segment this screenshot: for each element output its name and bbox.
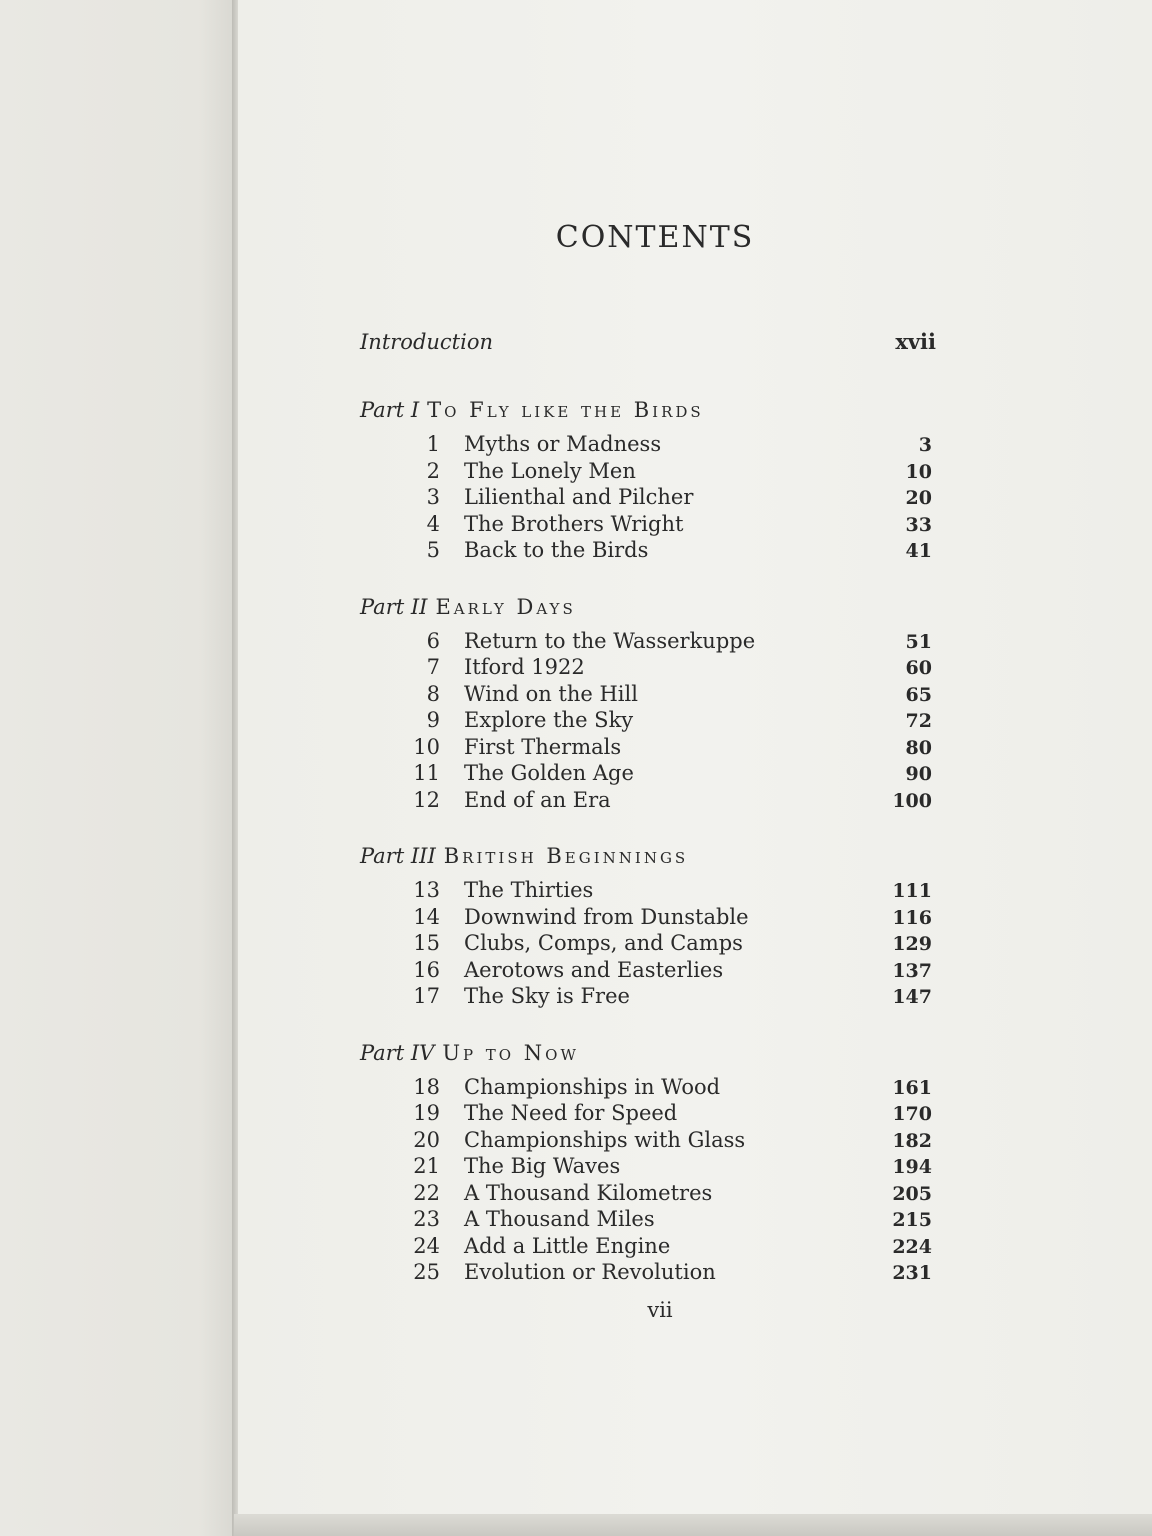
chapter-number: 2 [426, 458, 440, 483]
page-folio: vii [647, 1298, 673, 1322]
chapter-number: 19 [413, 1101, 440, 1125]
chapter-title: The Golden Age [464, 761, 634, 785]
chapter-page: 10 [905, 460, 932, 483]
chapter-title: Aerotows and Easterlies [464, 957, 724, 982]
chapter-page: 33 [905, 513, 932, 536]
part-label: Part IV [360, 1040, 435, 1065]
chapter-title: Back to the Birds [464, 538, 649, 562]
chapter-entry [360, 708, 940, 735]
chapter-title: Add a Little Engine [464, 1233, 671, 1258]
chapter-number: 10 [413, 734, 440, 759]
chapter-title: Lilienthal and Pilcher [464, 485, 694, 509]
part-title: Up to Now [442, 1040, 579, 1065]
chapter-entry [360, 1207, 940, 1234]
chapter-entry [360, 432, 940, 459]
introduction-page: xvii [895, 329, 936, 354]
chapter-entry [360, 459, 940, 486]
chapter-page: 129 [892, 933, 932, 955]
chapter-page: 65 [905, 683, 932, 706]
chapter-title: Evolution or Revolution [464, 1260, 716, 1284]
chapter-number: 25 [413, 1260, 440, 1284]
chapter-page: 20 [905, 487, 932, 509]
chapter-entry [360, 1234, 940, 1261]
chapter-number: 17 [413, 984, 440, 1008]
chapter-number: 3 [426, 485, 440, 509]
chapter-page: 182 [892, 1129, 932, 1152]
chapter-number: 21 [413, 1154, 440, 1178]
chapter-page: 3 [918, 434, 932, 456]
chapter-entry [360, 931, 940, 958]
introduction-entry [360, 315, 940, 354]
chapter-entry [360, 788, 940, 815]
chapter-number: 4 [426, 511, 440, 536]
chapter-number: 12 [413, 787, 440, 812]
chapter-entry [360, 1075, 940, 1102]
chapter-entry [360, 1154, 940, 1181]
chapter-entry [360, 485, 940, 512]
chapter-number: 14 [413, 904, 440, 929]
chapter-title: Downwind from Dunstable [464, 904, 749, 929]
chapter-page: 170 [892, 1103, 932, 1125]
chapter-entry [360, 1101, 940, 1128]
part-title: British Beginnings [443, 844, 689, 868]
chapter-number: 18 [413, 1074, 440, 1099]
chapter-number: 24 [413, 1233, 440, 1258]
chapter-number: 13 [413, 878, 440, 902]
chapter-entry [360, 984, 940, 1011]
chapter-entry [360, 1181, 940, 1208]
chapter-entry [360, 1128, 940, 1155]
part-label: Part III [360, 844, 436, 868]
chapter-title: Explore the Sky [464, 708, 634, 732]
chapter-title: The Thirties [464, 878, 594, 902]
chapter-page: 72 [905, 710, 932, 732]
chapter-title: The Brothers Wright [464, 511, 684, 536]
chapter-title: First Thermals [464, 734, 622, 759]
chapter-title: Itford 1922 [464, 655, 585, 679]
chapter-page: 205 [892, 1182, 932, 1205]
chapter-page: 215 [892, 1209, 932, 1231]
chapter-title: The Need for Speed [464, 1101, 678, 1125]
part-label: Part II [360, 594, 428, 619]
part-heading [360, 398, 940, 422]
page-title: CONTENTS [555, 220, 755, 255]
chapter-number: 6 [426, 628, 440, 653]
chapter-page: 90 [905, 763, 932, 785]
chapter-title: Championships with Glass [464, 1127, 746, 1152]
chapter-number: 7 [426, 655, 440, 679]
chapter-title: The Lonely Men [464, 458, 636, 483]
chapter-number: 22 [413, 1180, 440, 1205]
chapter-page: 51 [905, 630, 932, 653]
chapter-page: 100 [892, 789, 932, 812]
part-section [360, 398, 940, 565]
contents-block [360, 220, 940, 1317]
chapter-entry [360, 655, 940, 682]
parts-list [360, 398, 940, 1287]
chapter-title: Return to the Wasserkuppe [464, 628, 756, 653]
chapter-number: 16 [413, 957, 440, 982]
chapter-page: 224 [892, 1235, 932, 1258]
chapter-number: 9 [426, 708, 440, 732]
chapter-title: End of an Era [464, 787, 611, 812]
chapter-number: 8 [426, 681, 440, 706]
chapter-page: 231 [892, 1262, 932, 1284]
part-label: Part I [360, 398, 420, 422]
chapter-entry [360, 1260, 940, 1287]
page-edge [234, 1514, 1152, 1536]
introduction-label: Introduction [360, 330, 493, 354]
chapter-title: The Sky is Free [464, 984, 630, 1008]
chapter-page: 60 [905, 657, 932, 679]
facing-page [0, 0, 234, 1536]
chapter-page: 137 [892, 959, 932, 982]
chapter-entry [360, 761, 940, 788]
chapter-entry [360, 735, 940, 762]
chapter-title: Championships in Wood [464, 1074, 721, 1099]
chapter-page: 111 [892, 880, 932, 902]
chapter-number: 5 [426, 538, 440, 562]
part-heading [360, 844, 940, 868]
chapter-page: 194 [892, 1156, 932, 1178]
chapter-number: 15 [413, 931, 440, 955]
part-section [360, 1041, 940, 1287]
part-heading [360, 1041, 940, 1065]
chapter-page: 116 [892, 906, 932, 929]
part-section [360, 595, 940, 815]
chapter-entry [360, 629, 940, 656]
chapter-entry [360, 878, 940, 905]
part-title: Early Days [435, 594, 576, 619]
chapter-entry [360, 682, 940, 709]
chapter-entry [360, 512, 940, 539]
chapter-number: 1 [426, 432, 440, 456]
chapter-title: The Big Waves [464, 1154, 621, 1178]
chapter-title: Myths or Madness [464, 432, 662, 456]
part-heading [360, 595, 940, 619]
chapter-page: 41 [905, 540, 932, 562]
chapter-title: Wind on the Hill [464, 681, 638, 706]
chapter-title: Clubs, Comps, and Camps [464, 931, 743, 955]
chapter-entry [360, 538, 940, 565]
chapter-page: 161 [892, 1076, 932, 1099]
chapter-title: A Thousand Kilometres [464, 1180, 713, 1205]
chapter-title: A Thousand Miles [464, 1207, 655, 1231]
chapter-entry [360, 905, 940, 932]
chapter-entry [360, 958, 940, 985]
chapter-number: 11 [413, 761, 440, 785]
chapter-page: 80 [905, 736, 932, 759]
chapter-number: 23 [413, 1207, 440, 1231]
part-title: To Fly like the Birds [427, 398, 704, 422]
part-section [360, 844, 940, 1011]
chapter-number: 20 [413, 1127, 440, 1152]
chapter-page: 147 [892, 986, 932, 1008]
